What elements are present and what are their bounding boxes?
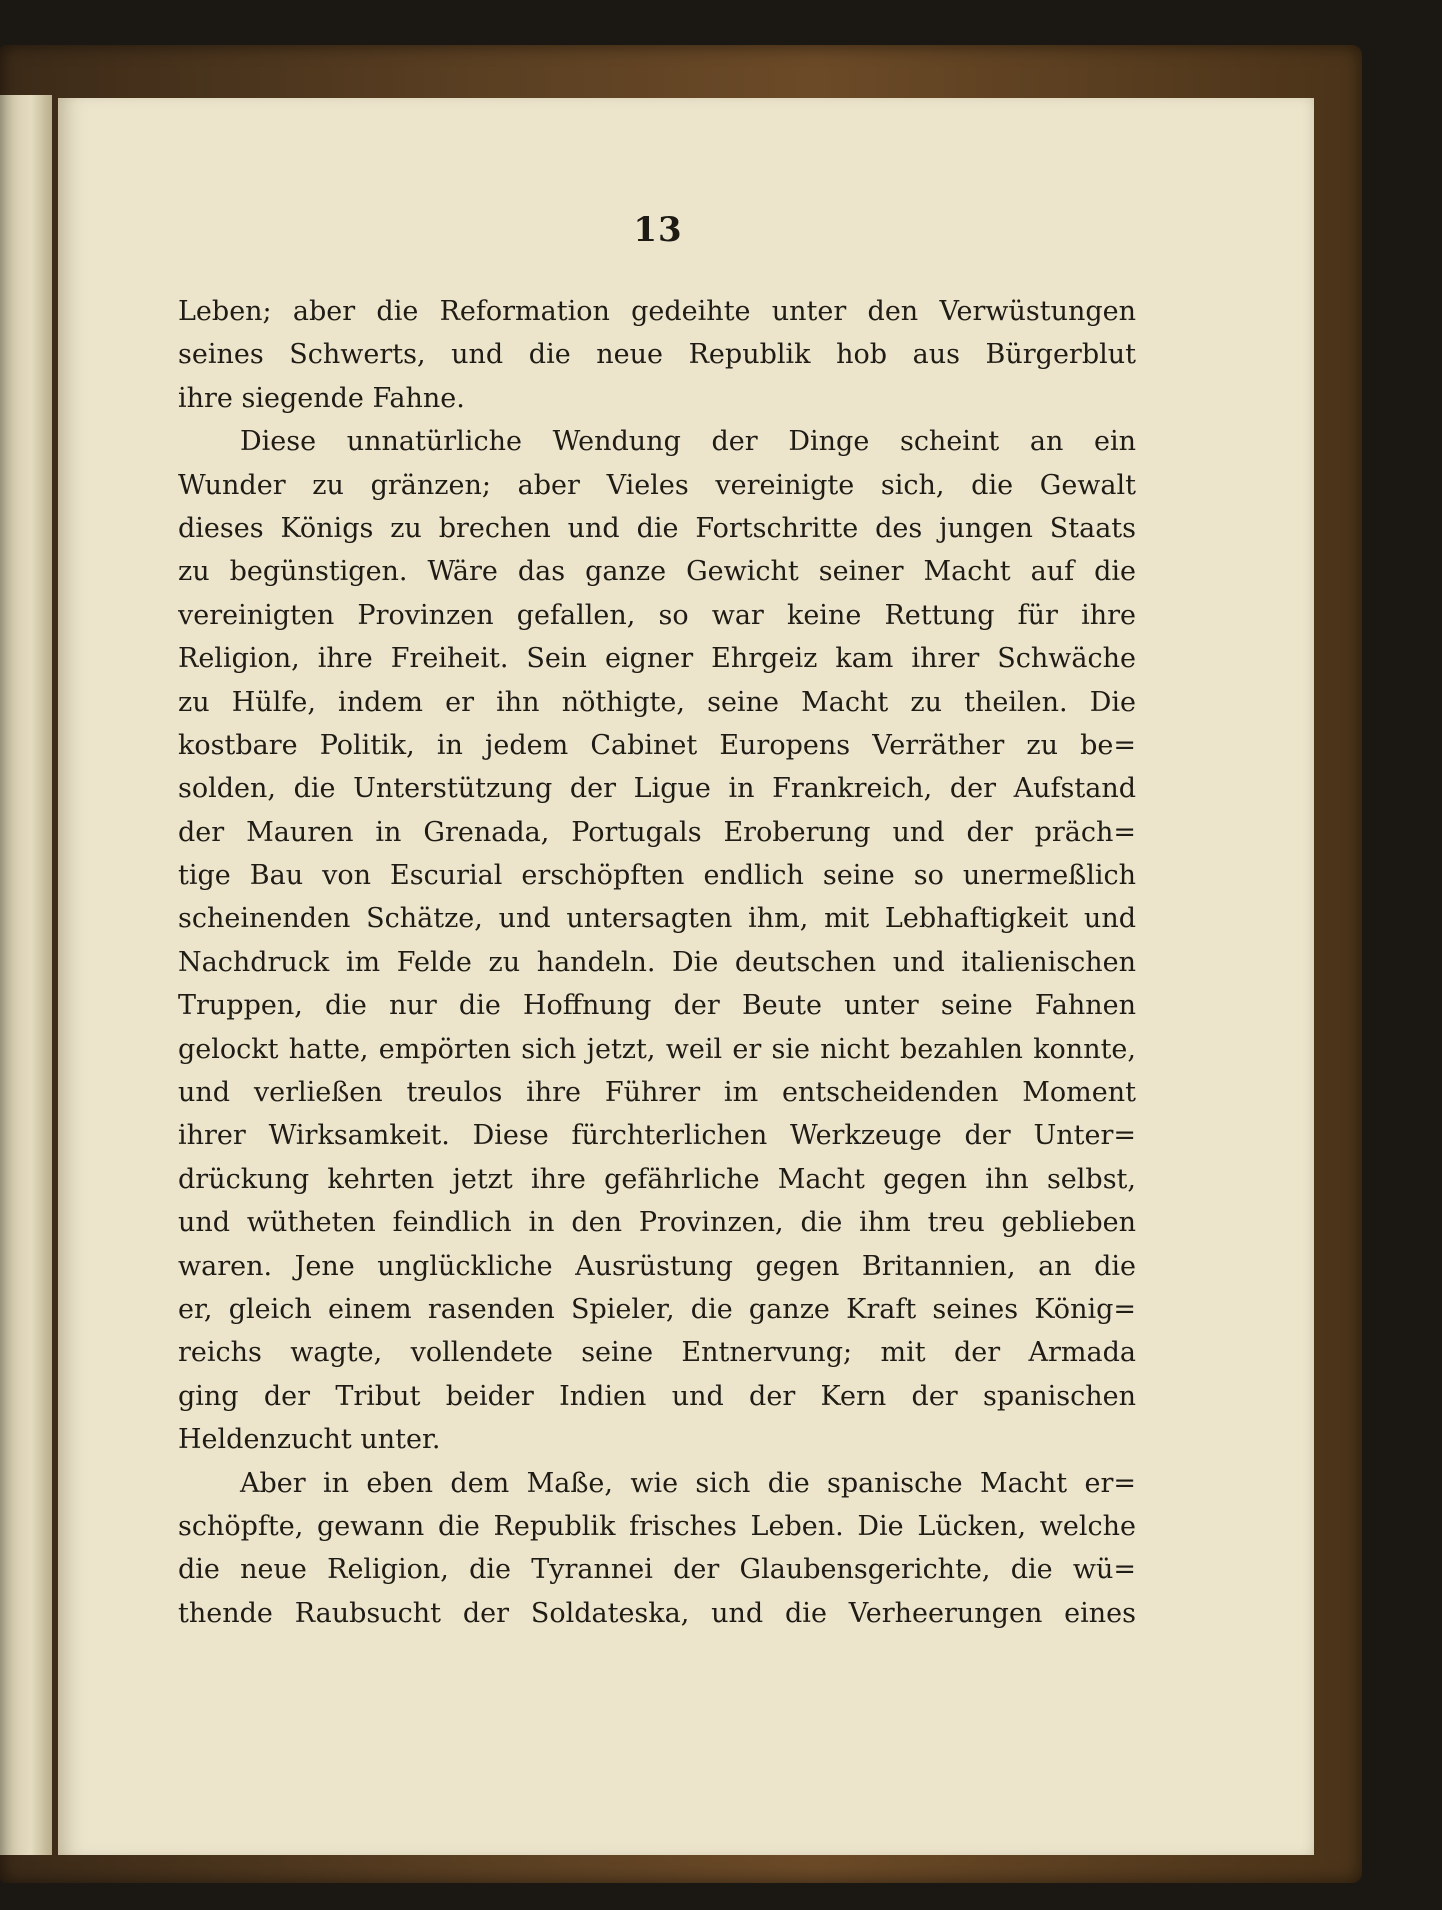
text-line: dieses Königs zu brechen und die Fortschritte des jungen Staats	[178, 512, 1136, 544]
text-line: vereinigten Provinzen gefallen, so war keine Rettung für ihre	[178, 599, 1136, 631]
text-line: tige Bau von Escurial erschöpften endlich seine so unermeßlich	[178, 860, 1136, 892]
cover-shadow	[0, 45, 1362, 1883]
text-line: ihre siegende Fahne.	[178, 382, 465, 414]
text-line: thende Raubsucht der Soldateska, und die Verheerungen eines	[178, 1597, 1136, 1629]
text-line: Heldenzucht unter.	[178, 1424, 441, 1456]
text-line: waren. Jene unglückliche Ausrüstung gegen Britannien, an die	[178, 1250, 1136, 1282]
text-line: Wunder zu gränzen; aber Vieles vereinigte sich, die Gewalt	[178, 469, 1136, 501]
text-line: ging der Tribut beider Indien und der Kern der spanischen	[178, 1380, 1136, 1412]
text-line: drückung kehrten jetzt ihre gefährliche Macht gegen ihn selbst,	[178, 1163, 1136, 1195]
text-line: Diese unnatürliche Wendung der Dinge scheint an ein	[240, 426, 1136, 458]
text-line: seines Schwerts, und die neue Republik hob aus Bürgerblut	[178, 339, 1136, 371]
text-line: schöpfte, gewann die Republik frisches Leben. Die Lücken, welche	[178, 1510, 1136, 1542]
text-line: der Mauren in Grenada, Portugals Eroberung und der präch=	[178, 816, 1136, 848]
text-line: Nachdruck im Felde zu handeln. Die deutschen und italienischen	[178, 946, 1136, 978]
text-line: scheinenden Schätze, und untersagten ihm, mit Lebhaftigkeit und	[178, 903, 1136, 935]
text-line: und wütheten feindlich in den Provinzen, die ihm treu geblieben	[178, 1207, 1136, 1239]
text-line: zu begünstigen. Wäre das ganze Gewicht seiner Macht auf die	[178, 556, 1136, 588]
text-line: reichs wagte, vollendete seine Entnervung; mit der Armada	[178, 1337, 1136, 1369]
text-line: Aber in eben dem Maße, wie sich die spanische Macht er=	[240, 1467, 1136, 1499]
page-number: 13	[633, 210, 683, 250]
text-line: die neue Religion, die Tyrannei der Glaubensgerichte, die wü=	[178, 1554, 1136, 1586]
text-line: gelockt hatte, empörten sich jetzt, weil er sie nicht bezahlen konnte,	[178, 1033, 1136, 1065]
text-line: kostbare Politik, in jedem Cabinet Europens Verräther zu be=	[178, 729, 1136, 761]
text-line: ihrer Wirksamkeit. Diese fürchterlichen Werkzeuge der Unter=	[178, 1120, 1136, 1152]
text-line: solden, die Unterstützung der Ligue in Frankreich, der Aufstand	[178, 773, 1136, 805]
text-line: und verließen treulos ihre Führer im entscheidenden Moment	[178, 1077, 1136, 1109]
text-line: Truppen, die nur die Hoffnung der Beute unter seine Fahnen	[178, 990, 1136, 1022]
text-line: er, gleich einem rasenden Spieler, die ganze Kraft seines König=	[178, 1293, 1136, 1325]
text-line: zu Hülfe, indem er ihn nöthigte, seine Macht zu theilen. Die	[178, 686, 1136, 718]
text-line: Leben; aber die Reformation gedeihte unter den Verwüstungen	[178, 296, 1136, 327]
text-line: Religion, ihre Freiheit. Sein eigner Ehrgeiz kam ihrer Schwäche	[178, 643, 1136, 675]
